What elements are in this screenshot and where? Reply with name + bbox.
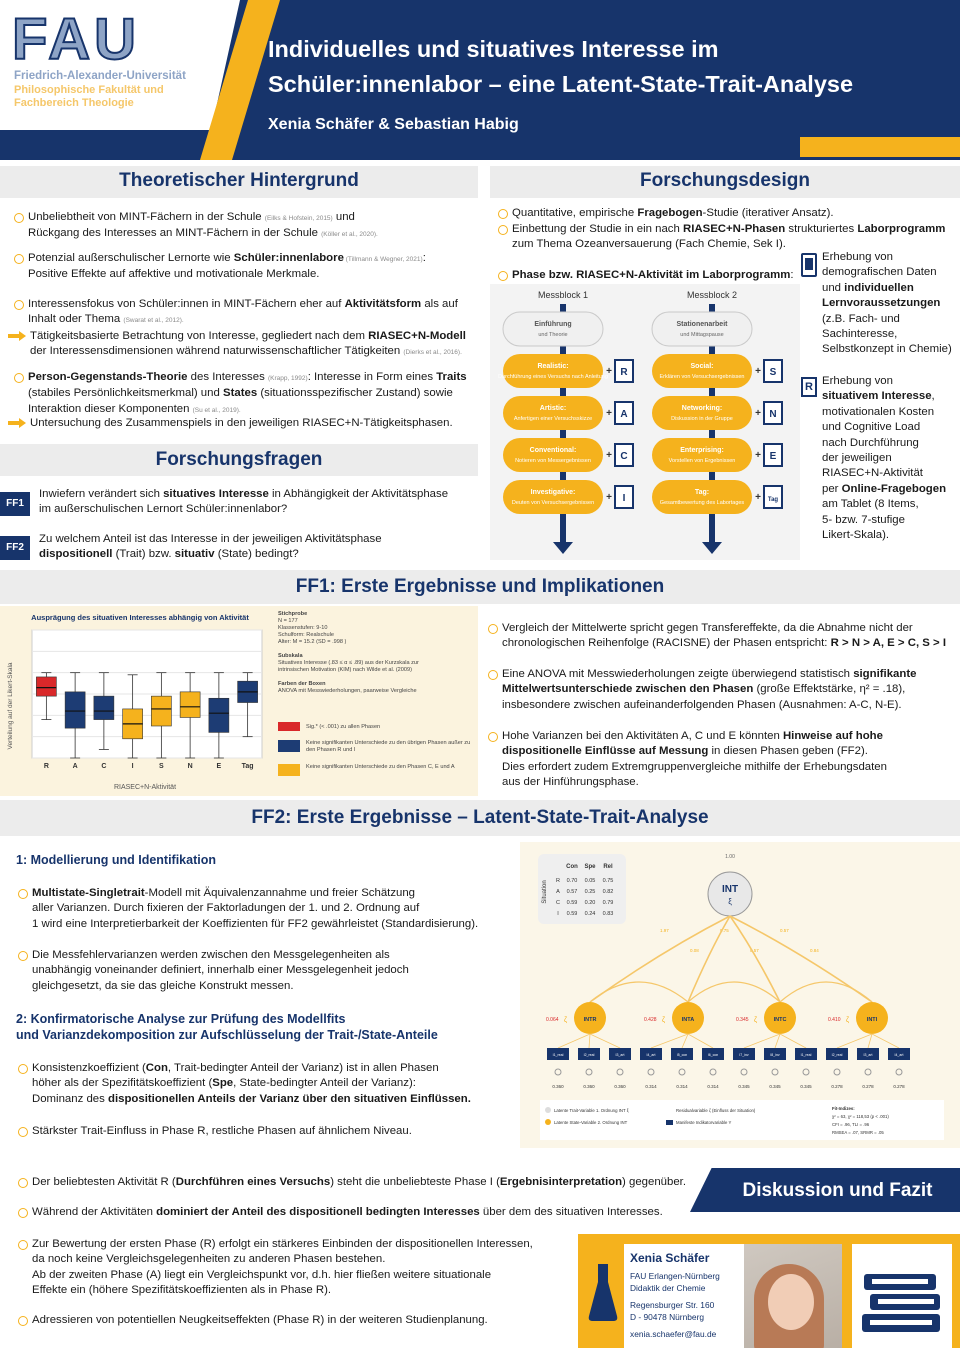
design-bullet-3: Phase bzw. RIASEC+N-Aktivität im Laborprogramm: — [496, 268, 796, 283]
left-box-title: Realistic: — [537, 363, 569, 370]
table-cell: 0.79 — [602, 900, 614, 906]
theory-bullet-3: Interessensfokus von Schüler:innen in MINT-Fächern eher auf Aktivitätsform als auf Inhalt oder Thema (Swarat et al., 2012). — [12, 297, 477, 329]
right-letter-Tag: Tag — [767, 497, 779, 503]
info-block-1: Erhebung von demografischen Daten und individuellen Lernvoraussetzungen (z.B. Fach- und Sachinteresse, Selbstkonzept in Chemie) — [822, 251, 952, 356]
ff1-bullet-1: Vergleich der Mittelwerte spricht gegen Transfereffekte, da die Abnahme nicht der chronologischen Reihenfolge (RACISNE) der Phasen entspricht: R > N > A, E > C, S > I — [486, 621, 956, 652]
right-box-title: Stationenarbeit — [676, 321, 728, 328]
xi-label: ξ — [728, 897, 732, 906]
books-icon — [852, 1244, 952, 1348]
title-line-1: Individuelles und situatives Interesse im — [268, 36, 719, 62]
err-val: 0.314 — [707, 1084, 719, 1089]
table-cell: 0.24 — [584, 911, 596, 917]
ff2-text: Zu welchem Anteil ist das Interesse in der jeweiligen Aktivitätsphase dispositionell (Trait) bzw. situativ (State) bedingt? — [39, 533, 382, 561]
tick-label-E: E — [216, 763, 222, 770]
legend-navy: Keine signifikanten Unterschiede zu den übrigen Phasen außer zu den Phasen R und I — [278, 740, 474, 754]
tick-label-Tag: Tag — [241, 763, 254, 770]
table-cell: 0.59 — [566, 900, 578, 906]
loading-label: 0.08 — [690, 948, 699, 953]
questions-title: Forschungsfragen — [155, 449, 323, 470]
left-box-title: Investigative: — [530, 489, 576, 496]
disc-bullet-4: Adressieren von potentiellen Neugkeitseffekten (Phase R) in der weiteren Studienplanung. — [16, 1313, 576, 1328]
lst-model-diagram — [520, 842, 960, 1148]
ff2-bullet-4: Stärkster Trait-Einfluss in Phase R, restliche Phasen auf ähnlichem Niveau. — [16, 1124, 516, 1139]
svg-text:I8_inv: I8_inv — [770, 1053, 780, 1057]
legend-yellow: Keine signifikanten Unterschiede zu den Phasen C, E und A — [278, 764, 474, 776]
ff2-title: FF2: Erste Ergebnisse – Latent-State-Trait-Analyse — [251, 807, 709, 828]
table-cell: 0.75 — [602, 878, 614, 884]
left-box-sub: und Theorie — [538, 332, 568, 338]
tick-label-A: A — [72, 763, 78, 770]
err-val: 0.360 — [583, 1084, 595, 1089]
theory-arrow-2: Untersuchung des Zusammenspiels in den jeweiligen RIASEC+N-Tätigkeitsphasen. — [8, 416, 478, 431]
svg-text:I3_art: I3_art — [615, 1053, 625, 1057]
lab-program-diagram — [490, 284, 800, 560]
ff1-tag: FF1 — [0, 492, 30, 516]
right-box-sub: Diskussion in der Gruppe — [671, 416, 733, 422]
svg-text:INTR: INTR — [583, 1017, 597, 1023]
int-label: INT — [721, 884, 739, 895]
svg-text:INTI: INTI — [866, 1017, 878, 1023]
mb1-label: Messblock 1 — [537, 290, 589, 300]
top-val: 1.00 — [725, 854, 735, 860]
mb2-label: Messblock 2 — [686, 290, 738, 300]
right-box-sub: Erklären von Versuchsergebnissen — [659, 374, 745, 380]
loading-label: 0.57 — [750, 948, 759, 953]
svg-text:INTA: INTA — [681, 1017, 695, 1023]
svg-text:ζ: ζ — [754, 1017, 758, 1024]
loading-label: 1.97 — [660, 928, 669, 933]
svg-text:ζ: ζ — [564, 1017, 568, 1024]
title-line-2: Schüler:innenlabor – eine Latent-State-Trait-Analyse — [268, 71, 854, 97]
flask-icon — [588, 1262, 618, 1322]
table-cell: R — [556, 878, 560, 884]
theory-bullet-1: Unbeliebtheit von MINT-Fächern in der Schule (Eilks & Hofstein, 2015) und Rückgang des Interesses an MINT-Fächern in der Schule (Köller et al., 2020). — [12, 210, 477, 243]
table-cell: 0.70 — [566, 878, 578, 884]
table-cell: A — [556, 889, 560, 895]
svg-text:I1_real: I1_real — [552, 1053, 564, 1057]
left-box-sub: Notieren von Messergebnissen — [515, 458, 591, 464]
svg-text:+: + — [755, 492, 761, 503]
err-val: 0.360 — [552, 1084, 564, 1089]
err-val: 0.278 — [831, 1084, 843, 1089]
tablet-icon — [801, 253, 817, 277]
table-cell: 0.25 — [584, 889, 596, 895]
svg-text:I3_art: I3_art — [863, 1053, 873, 1057]
right-box-sub: Gesamtbewertung des Labortages — [659, 500, 745, 506]
svg-text:Fit-Indizes:: Fit-Indizes: — [832, 1106, 855, 1111]
loading-label: 0.57 — [780, 928, 789, 933]
left-letter-A: A — [620, 409, 628, 420]
theory-title: Theoretischer Hintergrund — [119, 170, 359, 191]
svg-text:+: + — [755, 366, 761, 377]
table-cell: 0.57 — [566, 889, 578, 895]
ff2-bullet-1: Multistate-Singletrait-Modell mit Äquivalenzannahme und freier Schätzung aller Varianzen. Durch fixieren der Faktorladungen der 1. und 2. Ordnung auf 1 wird eine Interpretierbarkeit der Koeffizienten für FF2 gewährleistet (Standardisierung). — [16, 886, 516, 932]
svg-text:ζ: ζ — [846, 1017, 850, 1024]
contact-details: FAU Erlangen-Nürnberg Didaktik der Chemie Regensburger Str. 160 D - 90478 Nürnberg xenia.schaefer@fau.de — [630, 1271, 720, 1339]
err-val: 0.278 — [893, 1084, 905, 1089]
faculty-2: Fachbereich Theologie — [14, 97, 134, 109]
svg-text:+: + — [606, 408, 612, 419]
left-box-title: Artistic: — [539, 405, 567, 412]
table-cell: 0.20 — [584, 900, 596, 906]
boxplot-ylabel: Verteilung auf der Likert-Skala — [7, 662, 14, 750]
svg-text:Latente Trait-Variable 1. Ordn: Latente Trait-Variable 1. Ordnung INT ξ — [554, 1108, 629, 1113]
design-title: Forschungsdesign — [640, 170, 810, 191]
err-val: 0.278 — [862, 1084, 874, 1089]
table-side: Situation — [542, 880, 548, 904]
svg-text:I5_con: I5_con — [676, 1053, 688, 1057]
err-val: 0.345 — [769, 1084, 781, 1089]
svg-text:INTC: INTC — [773, 1017, 787, 1023]
arrow-icon — [8, 418, 26, 428]
svg-text:Manifeste Indikatorvariable Y: Manifeste Indikatorvariable Y — [676, 1120, 732, 1125]
state-val: 0.410 — [828, 1017, 841, 1023]
right-box-title: Social: — [690, 363, 714, 370]
tick-label-I: I — [131, 763, 134, 770]
svg-text:Latente State-Variable 2. Ordn: Latente State-Variable 2. Ordnung INT — [554, 1120, 628, 1125]
header-yellow-bar — [800, 137, 960, 157]
disc-bullet-3: Zur Bewertung der ersten Phase (R) erfolgt ein stärkeres Einbinden der dispositionellen Interessen, da noch keine Vergleichsgelegenheiten zu anderen Phasen bestehen. Ab der zweiten Phase (A) liegt ein Vergleichspunkt vor, d.h. hier fließen weitere situationale Effekte ein (höhere Spezifitätskoeffizienten als in Phase R). — [16, 1237, 576, 1299]
ff2-bullet-3: Konsistenzkoeffizient (Con, Trait-bedingter Anteil der Varianz) ist in allen Phasen höher als der Spezifitätskoeffizient (Spe, State-bedingter Anteil der Varianz): Dominanz des dispositionellen Anteils der Varianz über den situativen Einflüssen. — [16, 1061, 516, 1107]
left-box-sub: Deuten von Versuchsergebnissen — [511, 500, 595, 506]
legend-red: Sig.* (< .001) zu allen Phasen — [278, 722, 474, 731]
svg-text:+: + — [755, 450, 761, 461]
err-val: 0.314 — [676, 1084, 688, 1089]
contact-name: Xenia Schäfer — [630, 1251, 710, 1265]
right-box-sub: und Mittagspause — [680, 332, 724, 338]
svg-text:+: + — [755, 408, 761, 419]
boxplot-title: Ausprägung des situativen Interesses abhängig von Aktivität — [31, 613, 249, 622]
svg-text:+: + — [606, 492, 612, 503]
fau-logo: FAU — [12, 7, 140, 72]
state-val: 0.428 — [644, 1017, 657, 1023]
right-box-title: Tag: — [694, 489, 710, 496]
avatar — [744, 1244, 842, 1348]
table-cell: 0.83 — [602, 911, 614, 917]
svg-text:I2_real: I2_real — [583, 1053, 595, 1057]
svg-text:+: + — [606, 450, 612, 461]
svg-text:Residualvariable ζ (Einfluss d: Residualvariable ζ (Einfluss der Situation) — [676, 1108, 756, 1113]
svg-text:I6_con: I6_con — [707, 1053, 719, 1057]
right-box-sub: Vorstellen von Ergebnissen — [668, 458, 736, 464]
svg-text:I2_real: I2_real — [831, 1053, 843, 1057]
table-head: Rel — [603, 864, 613, 870]
info-r-icon: R — [801, 377, 817, 397]
info-block-2: Erhebung von situativem Interesse, motivationalen Kosten und Cognitive Load nach Durchführung der jeweiligen RIASEC+N-Aktivität per Online-Fragebogen am Tablet (8 Items, 5- bzw. 7-stufige Likert-Skala). — [822, 375, 947, 542]
arrow-icon — [8, 331, 26, 341]
theory-bullet-4: Person-Gegenstands-Theorie des Interesses (Krapp, 1992): Interesse in Form eines Traits (stabiles Persönlichkeitsmerkmal) und States (situationsspezifischer Zustand) sowie Interaktion dieser Komponenten (Su et al., 2019). — [12, 370, 477, 418]
authors: Xenia Schäfer & Sebastian Habig — [268, 116, 519, 133]
ff2-tag: FF2 — [0, 536, 30, 560]
uni-name: Friedrich-Alexander-Universität — [14, 70, 186, 82]
disc-bullet-2: Während der Aktivitäten dominiert der Anteil des dispositionell bedingten Interesses über dem des situativen Interesses. — [16, 1205, 706, 1220]
svg-text:ζ: ζ — [662, 1017, 666, 1024]
state-val: 0.064 — [546, 1017, 559, 1023]
err-val: 0.345 — [800, 1084, 812, 1089]
tick-label-N: N — [187, 763, 193, 770]
ff2-heading-1: 1: Modellierung und Identifikation — [16, 853, 216, 867]
right-box-title: Networking: — [681, 405, 723, 412]
disc-title: Diskussion und Fazit — [742, 1180, 933, 1201]
left-box-title: Einführung — [534, 321, 572, 328]
ff1-text: Inwiefern verändert sich situatives Interesse in Abhängigkeit der Aktivitätsphase im außerschulischen Lernort Schüler:innenlabor? — [39, 488, 449, 516]
svg-text:I1_real: I1_real — [800, 1053, 812, 1057]
table-head: Spe — [584, 864, 596, 870]
right-box-title: Enterprising: — [680, 447, 724, 454]
left-box-sub: Durchführung eines Versuchs nach Anleitung — [498, 374, 608, 380]
table-cell: I — [557, 911, 559, 917]
tick-label-C: C — [101, 763, 107, 770]
design-bullet-1: Quantitative, empirische Fragebogen-Studie (iterativer Ansatz). — [496, 206, 956, 221]
tick-label-R: R — [43, 763, 49, 770]
right-box-0 — [652, 312, 752, 346]
svg-text:CFI = .96, TLI = .96: CFI = .96, TLI = .96 — [832, 1122, 870, 1127]
boxplot-xlabel: RIASEC+N-Aktivität — [113, 784, 177, 791]
table-cell: 0.05 — [584, 878, 596, 884]
theory-bullet-2: Potenzial außerschulischer Lernorte wie Schüler:innenlabore (Tillmann & Wegner, 2021): Positive Effekte auf affektive und motivationale Merkmale. — [12, 251, 477, 283]
right-letter-N: N — [769, 409, 777, 420]
disc-bullet-1: Der beliebtesten Aktivität R (Durchführen eines Versuchs) steht die unbeliebteste Phase I (Ergebnisinterpretation) gegenüber. — [16, 1175, 706, 1190]
ff2-bullet-2: Die Messfehlervarianzen werden zwischen den Messgelegenheiten als unabhängig voneinander definiert, innerhalb einer Messgelegenheit jedoch gleichgesetzt, da sie das gleiche Konstrukt messen. — [16, 948, 516, 994]
table-cell: C — [556, 900, 560, 906]
svg-text:I4_art: I4_art — [894, 1053, 904, 1057]
faculty-1: Philosophische Fakultät und — [14, 84, 164, 96]
table-cell: 0.82 — [602, 889, 614, 895]
legend-sample-title: Stichprobe — [278, 611, 308, 617]
left-box-title: Conventional: — [529, 447, 577, 454]
right-letter-S: S — [769, 367, 777, 378]
left-box-0 — [503, 312, 603, 346]
svg-text:I7_inv: I7_inv — [739, 1053, 749, 1057]
state-val: 0.345 — [736, 1017, 749, 1023]
left-letter-I: I — [622, 493, 626, 504]
loading-label: 0.75 — [720, 928, 729, 933]
ff2-heading-2: 2: Konfirmatorische Analyse zur Prüfung des Modellfits und Varianzdekomposition zur Aufschlüsselung der Trait-/State-Anteile — [16, 1012, 438, 1042]
ff1-title: FF1: Erste Ergebnisse und Implikationen — [295, 576, 665, 597]
left-letter-R: R — [620, 367, 628, 378]
table-head: Con — [566, 864, 578, 870]
right-letter-E: E — [769, 451, 777, 462]
design-bullet-2: Einbettung der Studie in ein nach RIASEC+N-Phasen strukturiertes Laborprogramm zum Thema Ozeanversauerung (Fach Chemie, Sek I). — [496, 222, 956, 253]
boxplot-legend: Stichprobe N = 177 Klassenstufen: 9-10 Schulform: Realschule Alter: M = 15.2 (SD = .998 ) Subskala Situatives Interesse (.83 ≤ α ≤ .89) aus der Kurzskala zur intrinsischen Motivation (KIM) nach Wilde et al. (2009) Farben der Boxen ANOVA mit Messwiederholungen, paarweise Vergleiche — [278, 611, 419, 694]
theory-arrow-1: Tätigkeitsbasierte Betrachtung von Interesse, gegliedert nach dem RIASEC+N-Modell der Interessensdimensionen während naturwissenschaftlicher Tätigkeiten (Dierks et al., 2016). — [8, 329, 478, 361]
table-cell: 0.59 — [566, 911, 578, 917]
boxplot-chart — [0, 606, 272, 796]
svg-text:I4_art: I4_art — [646, 1053, 656, 1057]
left-letter-C: C — [620, 451, 628, 462]
err-val: 0.314 — [645, 1084, 657, 1089]
err-val: 0.345 — [738, 1084, 750, 1089]
loading-label: 0.84 — [810, 948, 819, 953]
ff1-bullet-2: Eine ANOVA mit Messwiederholungen zeigte überwiegend statistisch signifikante Mittelwertsunterschiede zwischen den Phasen (große Effektstärke, η² = .18), insbesondere zwischen aufeinanderfolgenden Phasen (Ausnahmen: A-C, N-E). — [486, 667, 956, 713]
svg-text:+: + — [606, 366, 612, 377]
svg-text:RMSEA = .07, SRMR = .05: RMSEA = .07, SRMR = .05 — [832, 1130, 884, 1135]
svg-text:χ² = 63, χ² = 118,53 (p < .001: χ² = 63, χ² = 118,53 (p < .001) — [832, 1114, 889, 1119]
left-box-sub: Anfertigen einer Versuchsskizze — [513, 416, 593, 422]
err-val: 0.360 — [614, 1084, 626, 1089]
tick-label-S: S — [159, 763, 164, 770]
ff1-bullet-3: Hohe Varianzen bei den Aktivitäten A, C und E könnten Hinweise auf hohe dispositionelle Einflüsse auf Messung in diesen Phasen geben (FF2). Dies erfordert zudem Extremgruppenvergleiche mithilfe der Erhebungsdaten aus der Hinführungsphase. — [486, 729, 956, 791]
